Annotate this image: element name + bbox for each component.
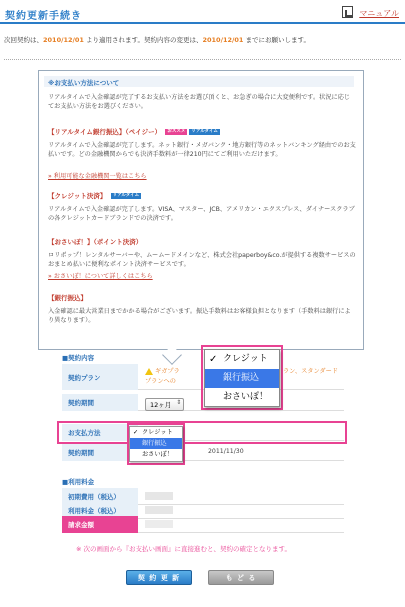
option-label: おさいぽ！ (142, 451, 173, 458)
section-title-text: 【クレジット決済】 (48, 192, 107, 200)
table-row (62, 364, 344, 390)
row-label: 契約プラン (62, 364, 138, 390)
realtime-badge: リアルタイム (191, 129, 218, 134)
section-body-credit: リアルタイムで入金確認が完了します。VISA、マスター、JCB、アメリカン・エクスプレス、ダイナースクラブの各クレジットカードブランドでの決済です。 (48, 206, 355, 222)
option-label: 銀行振込 (142, 440, 167, 447)
check-icon: ✓ (209, 354, 218, 365)
payment-info-intro: リアルタイムで入金確認が完了するお支払い方法をお選び頂くと、お急ぎの場合に大変便利です。状況に応じてお支払い方法をお選びください。 (48, 94, 351, 110)
billing-amount-value (140, 516, 344, 533)
dropdown-option-credit[interactable] (130, 427, 182, 438)
manual-link[interactable]: マニュアル (359, 9, 399, 18)
section-title-osaipo: 【おさいぽ！】（ポイント決済） (48, 238, 143, 246)
option-label: 銀行振込 (223, 373, 260, 383)
option-label: クレジット (223, 354, 268, 364)
redacted-value (145, 520, 173, 528)
contract-end-date: 2011/11/30 (208, 448, 244, 455)
redacted-value (145, 506, 173, 514)
payment-method-dropdown[interactable] (129, 426, 183, 462)
section-body-osaipo: ロリポップ！レンタルサーバーや、ムームードメインなど、株式会社paperboy&co.が提供する複数サービスのおまとめ払いに便利なポイント決済サービスです。 (48, 252, 356, 268)
row-label: 契約期間 (62, 444, 138, 461)
dropdown-option-bank-transfer[interactable] (205, 369, 279, 388)
section-title-credit (48, 191, 141, 200)
header-divider (0, 22, 405, 24)
section-title-realtime-bank (48, 127, 220, 136)
plan-text: ラン、スタンダード (283, 368, 338, 375)
plan-name: ギガプラ (155, 368, 180, 375)
table-row (62, 424, 344, 441)
payment-info-title: ※お支払い方法について (44, 76, 354, 87)
back-button[interactable]: も ど る (208, 570, 274, 585)
row-label: 請求金額 (62, 516, 138, 533)
contract-section-label: ■契約内容 (62, 354, 95, 362)
warning-icon (145, 368, 153, 375)
fees-section-label: ■利用料金 (62, 478, 95, 486)
notice-date-start: 2010/12/01 (43, 36, 84, 44)
term-select[interactable]: 12ヶ月 ⇕ (145, 398, 184, 411)
check-icon: ✓ (133, 429, 139, 436)
notice-date-deadline: 2010/12/01 (202, 36, 244, 44)
table-row (62, 516, 344, 533)
dropdown-option-osaipo[interactable] (130, 449, 182, 460)
renew-contract-button[interactable]: 契 約 更 新 (126, 570, 192, 585)
bank-list-link[interactable]: » 利用可能な金融機関一覧はこちら (48, 173, 147, 180)
notice-text: までにお願いします。 (243, 36, 310, 44)
section-title-bank-transfer: 【銀行振込】 (48, 294, 87, 302)
osaipo-detail-link[interactable]: » おさいぽ！について詳しくはこちら (48, 273, 153, 280)
dropdown-option-credit[interactable] (205, 350, 279, 369)
row-label: 初期費用（税込） (62, 488, 138, 505)
section-title-text: 【リアルタイム銀行振込】（ペイジー） (48, 128, 162, 136)
row-label: お支払方法 (62, 424, 138, 441)
option-label: クレジット (142, 429, 173, 436)
divider (4, 59, 401, 60)
table-row (62, 444, 344, 461)
dropdown-option-bank-transfer[interactable] (130, 438, 182, 449)
section-body-realtime-bank: リアルタイムで入金確認が完了します。ネット銀行・メガバンク・地方銀行等のネットバンキング経由でのお支払いです。どの金融機関からでも決済手数料が一律210円にてご利用いただけます。 (48, 142, 356, 158)
notice-text: より適用されます。契約内容の変更は、 (83, 36, 203, 44)
page-header (0, 0, 405, 24)
page-title: 契約更新手続き (5, 11, 82, 22)
row-label: 契約期間 (62, 394, 138, 411)
realtime-badge: リアルタイム (112, 193, 140, 198)
renewal-notice (4, 35, 401, 44)
dropdown-option-osaipo[interactable] (205, 388, 279, 407)
payment-info-tooltip (38, 70, 364, 350)
option-label: おさいぽ！ (223, 392, 269, 402)
payment-method-dropdown-zoom[interactable] (204, 349, 280, 407)
redacted-value (145, 492, 173, 500)
plan-text: プランへの (145, 378, 176, 385)
recommend-badge: おススメ (167, 129, 186, 134)
section-body-bank-transfer: 入金確認に最大営業日までかかる場合がございます。振込手数料はお客様負担となります（手数料は銀行により異なります）。 (48, 308, 351, 324)
row-label: 利用料金（税込） (62, 502, 138, 519)
table-row (62, 394, 344, 411)
manual-icon[interactable] (342, 6, 353, 18)
footer-note: ※ 次の画面から『お支払い画面』に直接進むと、契約の確定となります。 (76, 545, 291, 553)
notice-text: 次回契約は、 (4, 36, 43, 44)
